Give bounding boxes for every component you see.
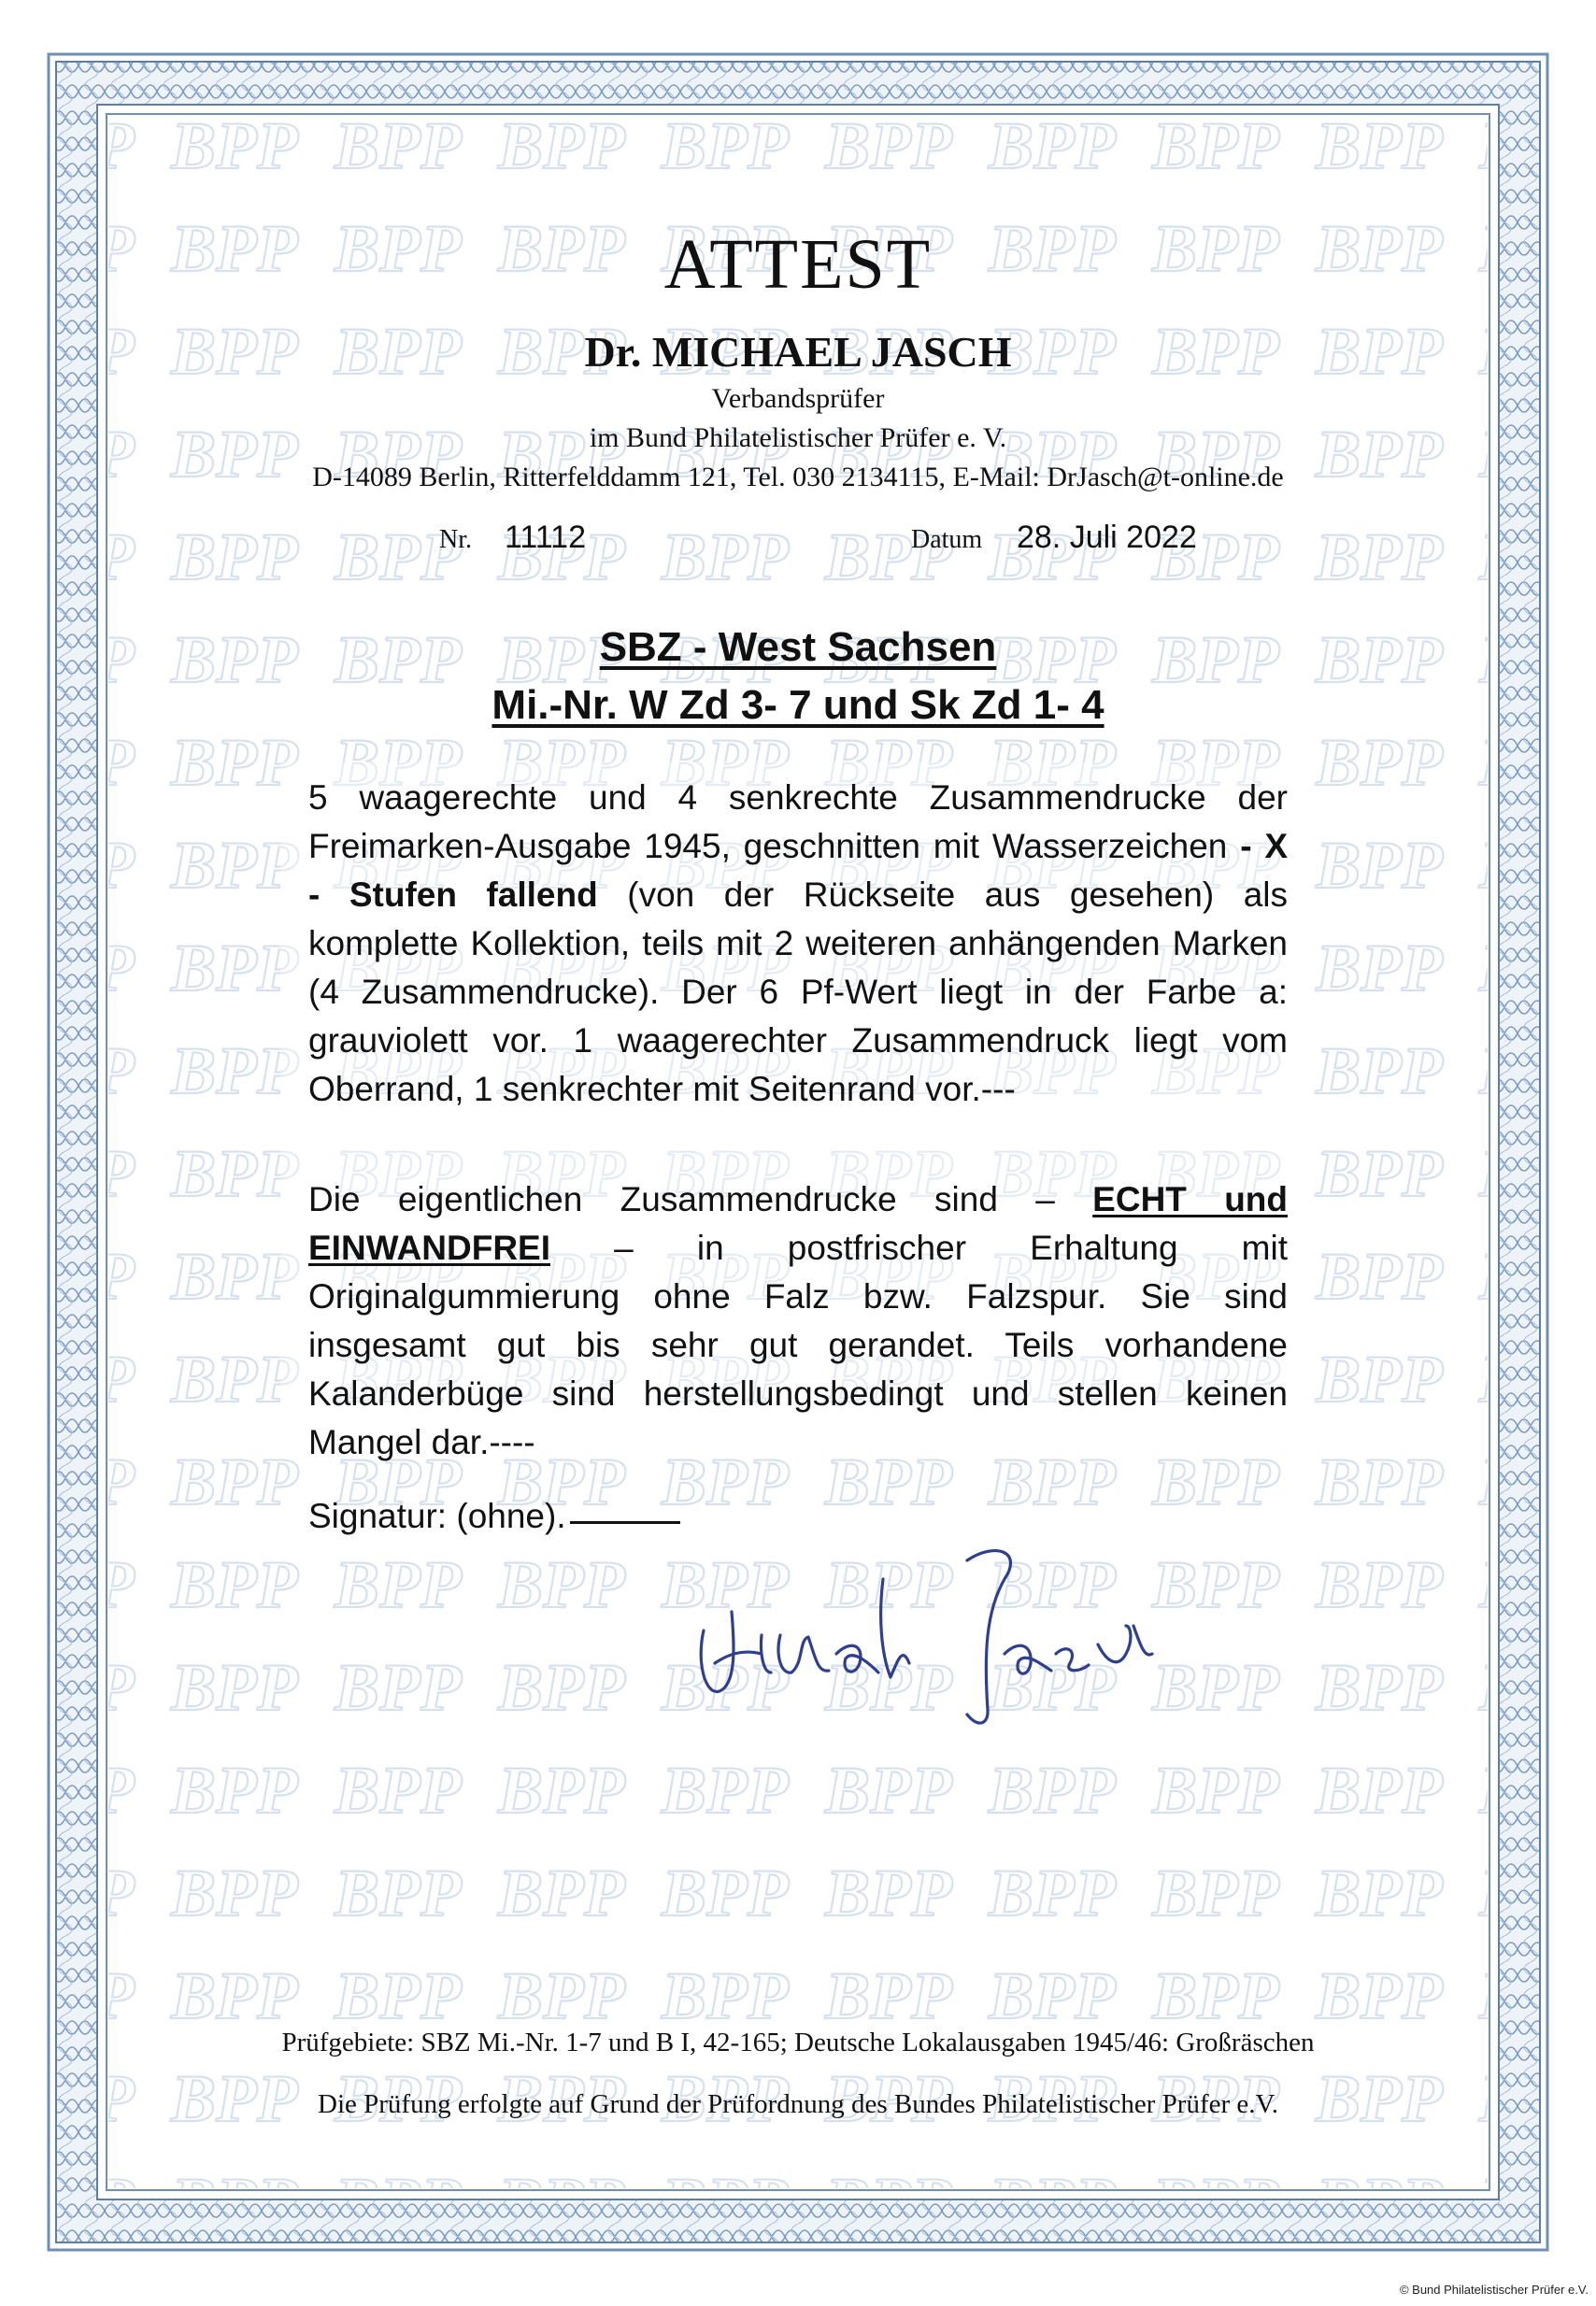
date-label: Datum	[911, 525, 983, 554]
number-value: 11112	[505, 520, 586, 555]
number-label: Nr.	[439, 525, 472, 554]
examiner-role: Verbandsprüfer	[711, 383, 885, 414]
assessment-paragraph	[308, 1175, 1288, 1467]
signatur-line	[308, 1497, 680, 1536]
assessment-text-1: Die eigentlichen Zusammendrucke sind –	[308, 1180, 1055, 1218]
subject-heading-1: SBZ - West Sachsen	[599, 624, 997, 670]
description-text-1: 5 waagerechte und 4 senkrechte Zusammendrucke der Freimarken-Ausgabe 1945, geschnitten mit Wasserzeichen	[308, 778, 1288, 865]
association-line: im Bund Philatelistischer Prüfer e. V.	[589, 422, 1007, 453]
footer-scope: Prüfgebiete: SBZ Mi.-Nr. 1-7 und B I, 42-165; Deutsche Lokalausgaben 1945/46: Großräschen	[281, 2028, 1315, 2057]
assessment-text-2: – in postfrischer Erhaltung mit Originalgummierung ohne Falz bzw. Falzspur. Sie sind insgesamt gut bis sehr gut gerandet. Teils vorhandene Kalanderbüge sind herstellungsbedingt und stellen keinen Mangel dar.----	[308, 1229, 1289, 1461]
subject-heading-2: Mi.-Nr. W Zd 3- 7 und Sk Zd 1- 4	[492, 682, 1104, 728]
verdict: ECHT und EINWANDFREI	[308, 1180, 1289, 1267]
description-paragraph	[308, 774, 1288, 1114]
signatur-label: Signatur: (ohne).	[308, 1497, 566, 1535]
page-title: ATTEST	[663, 225, 933, 304]
signatur-blank	[570, 1521, 680, 1524]
copyright-notice: © Bund Philatelistischer Prüfer e.V.	[1399, 2283, 1589, 2297]
handwritten-signature	[687, 1523, 1173, 1738]
watermark-variant: - X - Stufen fallend	[308, 827, 1289, 914]
footer-regulation: Die Prüfung erfolgte auf Grund der Prüfordnung des Bundes Philatelistischer Prüfer e.V.	[318, 2089, 1278, 2119]
date-value: 28. Juli 2022	[1017, 520, 1197, 555]
examiner-name: Dr. MICHAEL JASCH	[584, 328, 1012, 376]
description-text-2: (von der Rückseite aus gesehen) als komplette Kollektion, teils mit 2 weiteren anhängenden Marken (4 Zusammendrucke). Der 6 Pf-Wert liegt in der Farbe a: grauviolett vor. 1 waagerechter Zusammendruck liegt vom Oberrand, 1 senkrechter mit Seitenrand vor.---	[308, 875, 1289, 1108]
contact-line: D-14089 Berlin, Ritterfelddamm 121, Tel. 030 2134115, E-Mail: DrJasch@t-online.de	[312, 462, 1284, 492]
